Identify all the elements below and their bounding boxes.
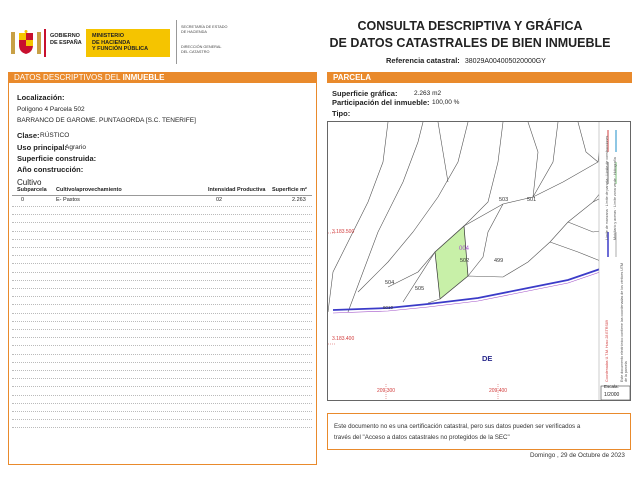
clase-value: RÚSTICO [40,132,70,139]
legend-limite-construcciones: Límite de construcciones [605,135,609,176]
coord-x-right: 209.400 [489,388,508,394]
legend-note-2: Este documento electrónico contiene las coordenadas de los vértices UTM de la parcela [620,262,628,382]
cultivo-table [12,187,312,437]
gov-line-1: GOBIERNO [50,33,80,39]
clase-label: Clase: [17,131,40,140]
table-empty-row-line [12,354,312,355]
left-banner-bold: INMUEBLE [122,73,165,82]
table-header-cultivo: Cultivo/aprovechamiento [56,187,122,193]
ministry-text [92,33,148,53]
table-empty-row-line [12,255,312,256]
parcel-label-503: 503 [499,197,509,203]
legend-hidrografia: Hidrografía [613,157,617,176]
legend-note-1: Coordenadas U.T.M. Huso 28 ETRS89 [605,320,609,382]
ministry-line-1: MINISTERIO [92,33,125,39]
legend-limite-manzana: Límite de manzana [605,209,609,240]
table-empty-row-line [12,288,312,289]
table-empty-row-line [12,378,312,379]
localizacion-line-2: BARRANCO DE GAROME. PUNTAGORDA [S.C. TENERIFE] [17,117,196,124]
cultivo-title: Cultivo [17,178,42,187]
superficie-grafica-value: 2.263 m2 [414,90,442,97]
direccion-line-2: DEL CATASTRO [181,49,210,54]
parcel-label-004: 004 [459,246,470,252]
table-empty-row-line [12,304,312,305]
localizacion-label: Localización: [17,93,65,102]
table-header-subparcela: Subparcela [17,187,47,193]
legend-items-2: Mobiliario y aceras · Límite zona verde · Hidrografía [613,157,617,240]
legend-items: Límite de manzana · Límite de parcela · Límite de construcciones [605,135,609,240]
page-title-line-2: DE DATOS CATASTRALES DE BIEN INMUEBLE [329,36,611,50]
secretaria-line-1: SECRETARÍA DE ESTADO [181,25,228,29]
parcel-label-504: 504 [385,280,395,286]
header [0,0,640,70]
disclaimer-line-2: través del "Acceso a datos catastrales no protegidos de la SEC" [334,434,510,441]
localizacion-line-1: Polígono 4 Parcela 502 [17,106,85,113]
superficie-grafica-label: Superficie gráfica: [332,89,398,98]
de-label: DE [482,354,493,363]
table-header-intensidad: Intensidad Productiva [208,187,266,193]
participacion-label: Participación del inmueble: [332,98,430,107]
uso-value: Agrario [65,144,86,151]
map-drawing [328,122,631,401]
cadastral-map[interactable] [327,121,631,401]
legend-mobiliario: Mobiliario y aceras [613,210,617,240]
escala-label: Escala: [604,384,619,389]
footer-date: Domingo , 29 de Octubre de 2023 [530,452,625,459]
parcel-label-501: 501 [527,197,537,203]
table-header-superficie: Superficie m² [272,187,307,193]
disclaimer-line-1: Este documento no es una certificación catastral, pero sus datos pueden ser verificados a [334,423,581,430]
table-empty-row-line [12,345,312,346]
ref-catastral-label: Referencia catastral: [386,56,460,65]
table-header-divider [12,195,312,196]
cell-subparcela: 0 [21,197,25,203]
tipo-label: Tipo: [332,109,351,118]
table-empty-row-line [12,362,312,363]
uso-label: Uso principal: [17,143,68,152]
table-empty-row-line [12,427,312,428]
disclaimer-box [327,413,631,450]
table-empty-row-line [12,386,312,387]
right-banner: PARCELA [327,72,632,83]
page-title-line-1: CONSULTA DESCRIPTIVA Y GRÁFICA [357,19,583,33]
table-empty-row-line [12,370,312,371]
table-empty-row-line [12,313,312,314]
gov-line-2: DE ESPAÑA [50,39,82,46]
table-empty-row-line [12,296,312,297]
table-empty-row-line [12,419,312,420]
gov-text [50,33,82,46]
coord-y-bottom: 3.183.400 [332,336,355,342]
parcel-label-9010: 9010 [383,305,394,310]
direccion-text [181,45,222,54]
table-empty-row-line [12,231,312,232]
ref-catastral [386,56,546,65]
table-empty-row-line [12,395,312,396]
escala-value: 1/2000 [604,392,620,398]
parcel-label-505: 505 [415,286,425,292]
left-banner [8,72,317,83]
legend-zona-verde: Límite zona verde [613,178,617,207]
table-empty-row-line [12,247,312,248]
table-empty-row-line [12,263,312,264]
cell-superficie: 2.263 [292,197,306,203]
table-empty-row-line [12,214,312,215]
table-empty-row-line [12,329,312,330]
ref-catastral-value: 38029A004005020000GY [464,58,546,65]
table-empty-row-line [12,321,312,322]
superficie-construida-label: Superficie construida: [17,154,97,163]
cell-intensidad: 02 [216,197,223,203]
table-empty-row-line [12,403,312,404]
ministry-line-3: Y FUNCIÓN PÚBLICA [92,46,149,52]
parcel-label-499: 499 [494,258,504,264]
table-empty-row-line [12,239,312,240]
left-banner-prefix: DATOS DESCRIPTIVOS DEL [14,73,121,82]
direccion-line-1: DIRECCIÓN GENERAL [181,45,222,49]
secretaria-line-2: DE HACIENDA [181,29,207,34]
secretaria-text [181,25,228,34]
secretaria-divider [176,20,177,64]
table-empty-row-line [12,280,312,281]
coord-y-top: 3.183.500 [332,229,355,235]
parcel-label-502: 502 [460,258,470,264]
coord-x-left: 209.300 [377,388,396,394]
table-empty-row-line [12,206,312,207]
legend-limite-parcela: Límite de parcela [605,178,609,207]
table-empty-row-line [12,411,312,412]
cell-cultivo: E- Pastos [56,197,80,203]
table-empty-row-line [12,337,312,338]
gov-red-band [44,29,46,57]
coat-of-arms-icon [11,30,41,56]
anio-construccion-label: Año construcción: [17,165,84,174]
ministry-line-2: DE HACIENDA [92,39,131,46]
table-empty-row-line [12,272,312,273]
table-empty-row-line [12,222,312,223]
participacion-value: 100,00 % [432,99,460,106]
